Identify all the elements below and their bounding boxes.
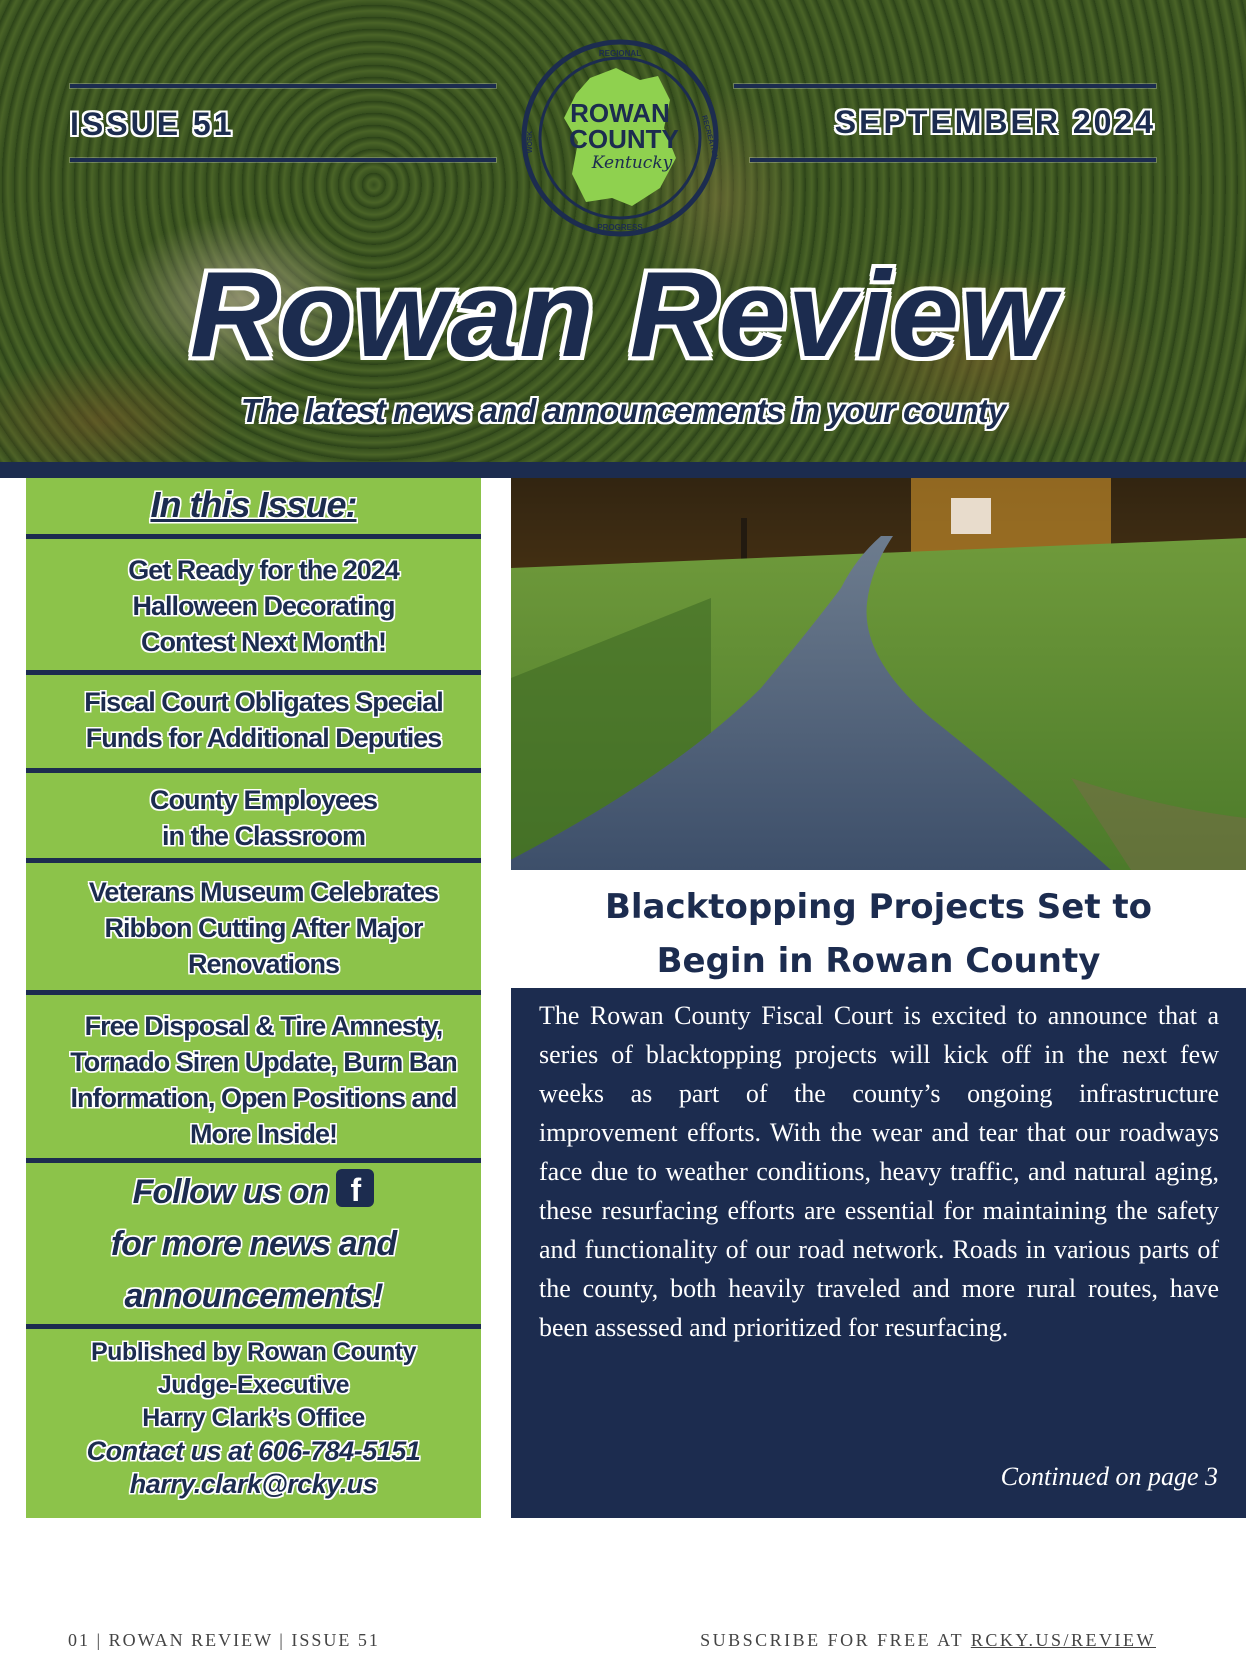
toc-item-more-inside[interactable]: Free Disposal & Tire Amnesty, Tornado Siren Update, Burn Ban Information, Open Positions and More Inside! [70, 1011, 457, 1149]
article-headline: Blacktopping Projects Set to Begin in Rowan County [604, 887, 1153, 981]
header-divider-bar [0, 462, 1246, 478]
toc-item-county-employees[interactable]: County Employees in the Classroom [149, 785, 378, 851]
publisher-line-3: Harry Clark’s Office [142, 1404, 365, 1432]
header-rule-bottom-left [70, 158, 496, 162]
sidebar-divider [26, 768, 481, 773]
issue-date: SEPTEMBER 2024 [834, 104, 1156, 140]
footer-subscribe [700, 1630, 1156, 1651]
seal-ring-right: RECREATION [700, 114, 719, 161]
sidebar-divider [26, 1158, 481, 1163]
follow-line-2: for more news and [110, 1225, 397, 1263]
header-rule-top-right [734, 84, 1156, 88]
continued-note[interactable]: Continued on page 3 [1000, 1462, 1218, 1491]
sidebar-divider [26, 990, 481, 995]
contact-phone[interactable]: Contact us at 606-784-5151 [86, 1436, 421, 1466]
follow-text: Follow us on [132, 1173, 329, 1211]
toc-item-halloween[interactable]: Get Ready for the 2024 Halloween Decorating Contest Next Month! [128, 555, 399, 657]
follow-line-3: announcements! [124, 1277, 383, 1315]
header-rule-bottom-right [750, 158, 1156, 162]
article-box [511, 988, 1246, 1518]
sidebar-divider [26, 534, 481, 539]
publisher-block [26, 1336, 481, 1501]
seal-ring-left: WORK [527, 130, 534, 154]
rowan-county-seal-logo [520, 38, 720, 238]
seal-line-2: COUNTY [569, 124, 679, 154]
publisher-line-2: Judge-Executive [157, 1371, 350, 1399]
blacktop-road-photo [511, 478, 1246, 870]
article-body: The Rowan County Fiscal Court is excited to announce that a series of blacktopping projects will kick off in the next few weeks as part of the county’s ongoing infrastructure improvement efforts. With the wear and tear that our roadways face due to weather conditions, heavy traffic, and natural aging, these resurfacing efforts are essential for maintaining the safety and functionality of our road network. Roads in various parts of the county, both heavily traveled and more rural routes, have been assessed and prioritized for resurfacing. [539, 1001, 1219, 1342]
subscribe-text: SUBSCRIBE FOR FREE AT [700, 1630, 971, 1650]
seal-ring-top: REGIONAL [598, 49, 642, 58]
seal-line-3: Kentucky [591, 153, 673, 173]
header-rule-top-left [70, 84, 496, 88]
follow-us-block [26, 1166, 481, 1322]
newsletter-title: Rowan Review [189, 246, 1057, 382]
contact-email[interactable]: harry.clark@rcky.us [129, 1469, 378, 1499]
cover-header [0, 0, 1246, 462]
issue-number: ISSUE 51 [70, 106, 235, 142]
seal-line-1: ROWAN [570, 98, 670, 128]
sidebar [26, 478, 481, 1518]
sidebar-divider [26, 858, 481, 863]
toc-item-fiscal-court[interactable]: Fiscal Court Obligates Special Funds for Additional Deputies [84, 687, 443, 753]
toc-title: In this Issue: [150, 484, 357, 525]
follow-line-1 [26, 1166, 481, 1218]
sidebar-divider [26, 1324, 481, 1329]
toc-item-veterans-museum[interactable]: Veterans Museum Celebrates Ribbon Cutting After Major Renovations [88, 877, 439, 979]
subscribe-link[interactable]: RCKY.US/REVIEW [970, 1630, 1156, 1650]
newsletter-tagline: The latest news and announcements in your county [240, 392, 1006, 429]
publisher-line-1: Published by Rowan County [90, 1338, 416, 1366]
sidebar-divider [26, 670, 481, 675]
facebook-icon[interactable]: f [336, 1169, 374, 1207]
seal-ring-bottom: PROGRESS [597, 223, 643, 232]
footer-page-info: 01 | ROWAN REVIEW | ISSUE 51 [68, 1630, 380, 1650]
